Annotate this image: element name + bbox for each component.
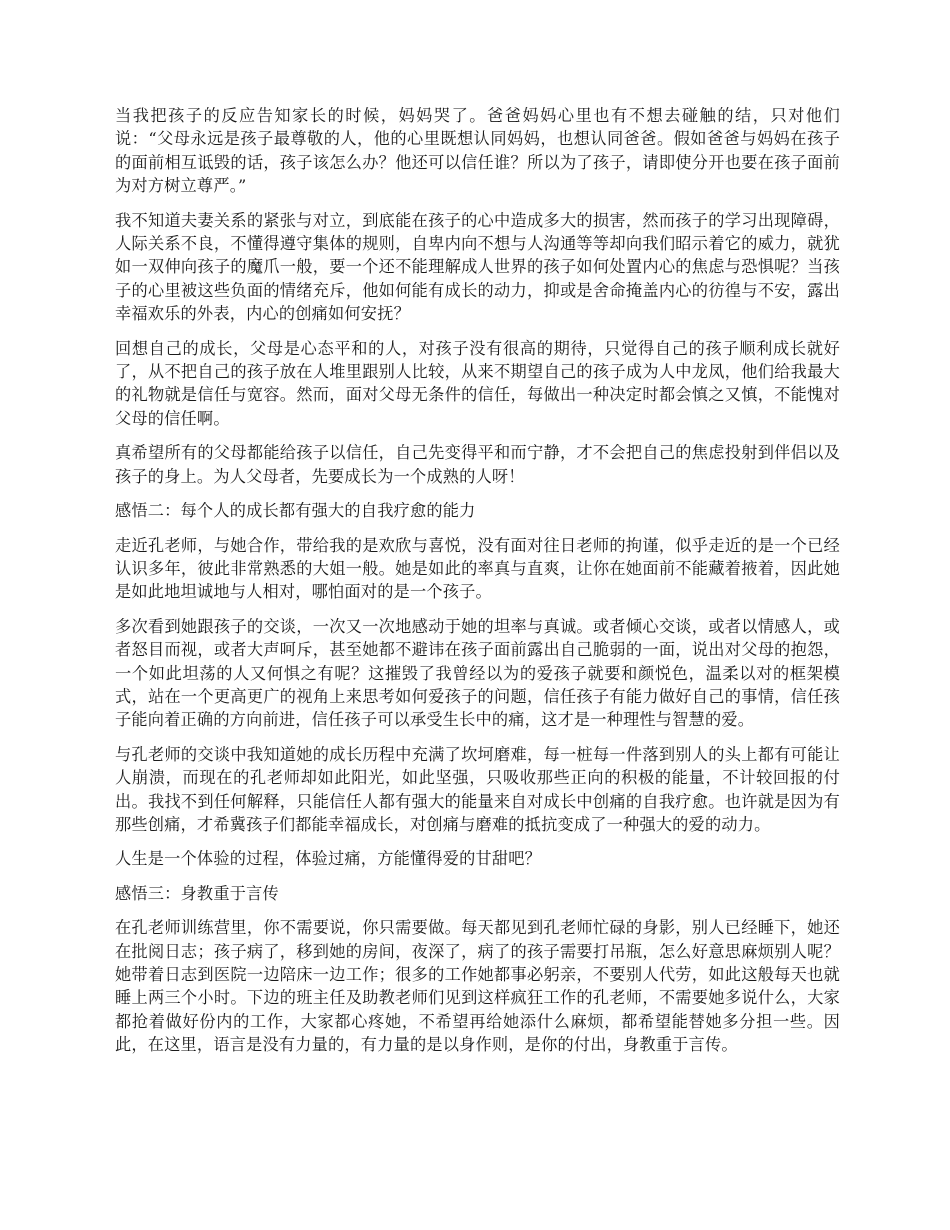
- paragraph-meeting-teacher-kong: 走近孔老师，与她合作，带给我的是欢欣与喜悦，没有面对往日老师的拘谨，似乎走近的是一个已经认识多年，彼此非常熟悉的大姐一般。她是如此的率真与直爽，让你在她面前不能藏着掖着，因此她是如此地坦诚地与人相对，哪怕面对的是一个孩子。: [115, 535, 840, 602]
- paragraph-lead-by-example: 在孔老师训练营里，你不需要说，你只需要做。每天都见到孔老师忙碌的身影，别人已经睡下，她还在批阅日志；孩子病了，移到她的房间，夜深了，病了的孩子需要打吊瓶，怎么好意思麻烦别人呢？她带着日志到医院一边陪床一边工作；很多的工作她都事必躬亲，不要别人代劳，如此这般每天也就睡上两三个小时。下边的班主任及助教老师们见到这样疯狂工作的孔老师，不需要她多说什么，大家都抢着做好份内的工作，大家都心疼她，不希望再给她添什么麻烦，都希望能替她多分担一些。因此，在这里，语言是没有力量的，有力量的是以身作则，是你的付出，身教重于言传。: [115, 918, 840, 1055]
- paragraph-marriage-tension: 我不知道夫妻关系的紧张与对立，到底能在孩子的心中造成多大的损害，然而孩子的学习出现障碍，人际关系不良，不懂得遵守集体的规则，自卑内向不想与人沟通等等却向我们昭示着它的威力，就犹如一双伸向孩子的魔爪一般，要一个还不能理解成人世界的孩子如何处置内心的焦虑与恐惧呢？当孩子的心里被这些负面的情绪充斥，他如何能有成长的动力，抑或是舍命掩盖内心的彷徨与不安，露出幸福欢乐的外表，内心的创痛如何安抚？: [115, 210, 840, 324]
- paragraph-conversations-with-children: 多次看到她跟孩子的交谈，一次又一次地感动于她的坦率与真诚。或者倾心交谈，或者以情感人，或者怒目而视，或者大声呵斥，甚至她都不避讳在孩子面前露出自己脆弱的一面，说出对父母的抱怨，一个如此坦荡的人又何惧之有呢？这摧毁了我曾经以为的爱孩子就要和颜悦色，温柔以对的框架模式，站在一个更高更广的视角上来思考如何爱孩子的问题，信任孩子有能力做好自己的事情，信任孩子能向着正确的方向前进，信任孩子可以承受生长中的痛，这才是一种理性与智慧的爱。: [115, 616, 840, 730]
- paragraph-self-healing: 与孔老师的交谈中我知道她的成长历程中充满了坎坷磨难，每一桩每一件落到别人的头上都有可能让人崩溃，而现在的孔老师却如此阳光，如此坚强，只吸收那些正向的积极的能量，不计较回报的付出。我找不到任何解释，只能信任人都有强大的能量来自对成长中创痛的自我疗愈。也许就是因为有那些创痛，才希冀孩子们都能幸福成长，对创痛与磨难的抵抗变成了一种强大的爱的动力。: [115, 744, 840, 834]
- document-body: [115, 104, 840, 1068]
- paragraph-life-experience: 人生是一个体验的过程，体验过痛，方能懂得爱的甘甜吧？: [115, 849, 542, 869]
- paragraph-hope-for-parents: 真希望所有的父母都能给孩子以信任，自己先变得平和而宁静，才不会把自己的焦虑投射到伴侣以及孩子的身上。为人父母者，先要成长为一个成熟的人呀！: [115, 443, 840, 486]
- paragraph-parent-reaction: 当我把孩子的反应告知家长的时候，妈妈哭了。爸爸妈妈心里也有不想去碰触的结，只对他们说：“父母永远是孩子最尊敬的人，他的心里既想认同妈妈，也想认同爸爸。假如爸爸与妈妈在孩子的面前相互诋毁的话，孩子该怎么办？他还可以信任谁？所以为了孩子，请即使分开也要在孩子面前为对方树立尊严。”: [115, 106, 840, 196]
- section-heading-insight-three: 感悟三：身教重于言传: [115, 883, 279, 903]
- section-heading-insight-two: 感悟二：每个人的成长都有强大的自我疗愈的能力: [115, 501, 476, 521]
- paragraph-own-growth: 回想自己的成长，父母是心态平和的人，对孩子没有很高的期待，只觉得自己的孩子顺利成长就好了，从不把自己的孩子放在人堆里跟别人比较，从来不期望自己的孩子成为人中龙凤，他们给我最大的礼物就是信任与宽容。然而，面对父母无条件的信任，每做出一种决定时都会慎之又慎，不能愧对父母的信任啊。: [115, 338, 840, 428]
